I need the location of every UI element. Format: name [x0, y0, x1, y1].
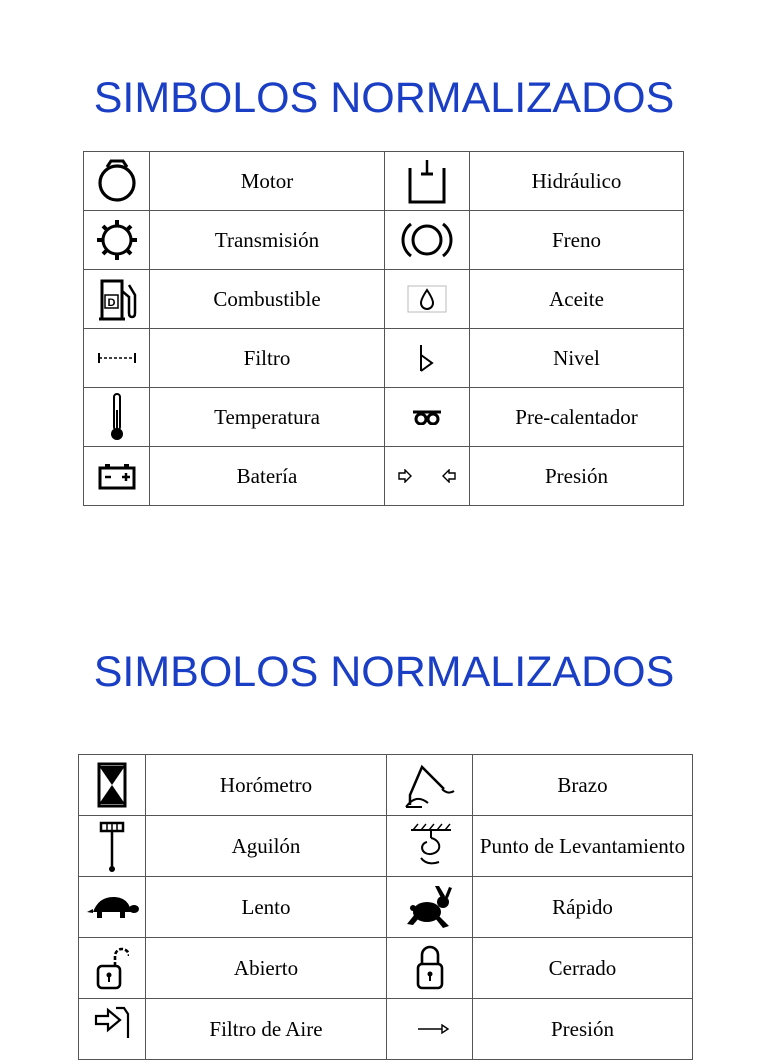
horometro-icon	[79, 755, 145, 815]
symbols-table	[83, 151, 684, 506]
combustible-icon	[84, 270, 149, 328]
table-row	[79, 999, 693, 1060]
symbol-label: Rápido	[473, 877, 693, 938]
symbol-label: Hidráulico	[470, 152, 684, 211]
symbol-label: Batería	[150, 447, 385, 506]
nivel-icon	[385, 329, 469, 387]
symbol-label: Combustible	[150, 270, 385, 329]
cerrado-icon	[387, 938, 472, 998]
transmision-icon	[84, 211, 149, 269]
symbol-label: Pre-calentador	[470, 388, 684, 447]
symbol-label: Abierto	[146, 938, 387, 999]
table-row	[84, 270, 684, 329]
hidraulico-icon	[385, 152, 469, 210]
table-row	[79, 877, 693, 938]
symbol-label: Punto de Levantamiento	[473, 816, 693, 877]
table-row	[84, 329, 684, 388]
aguilon-icon	[79, 816, 145, 876]
punto-levantamiento-icon	[387, 816, 472, 876]
symbol-label: Cerrado	[473, 938, 693, 999]
presion-icon	[387, 999, 472, 1059]
presion-icon	[385, 447, 469, 505]
table-row	[79, 938, 693, 999]
page-title: SIMBOLOS NORMALIZADOS	[93, 74, 675, 122]
motor-icon	[84, 152, 149, 210]
lento-icon	[79, 877, 145, 937]
brazo-icon	[387, 755, 472, 815]
symbol-label: Aceite	[470, 270, 684, 329]
page-title: SIMBOLOS NORMALIZADOS	[93, 648, 675, 696]
pre-calentador-icon	[385, 388, 469, 446]
filtro-icon	[84, 329, 149, 387]
symbol-label: Presión	[473, 999, 693, 1060]
symbol-label: Brazo	[473, 755, 693, 816]
symbol-label: Filtro de Aire	[146, 999, 387, 1060]
rapido-icon	[387, 877, 472, 937]
abierto-icon	[79, 938, 145, 998]
temperatura-icon	[84, 388, 149, 446]
table-row	[79, 816, 693, 877]
symbol-label: Temperatura	[150, 388, 385, 447]
table-row	[84, 388, 684, 447]
symbol-label: Horómetro	[146, 755, 387, 816]
table-row	[84, 152, 684, 211]
table-row	[84, 447, 684, 506]
symbol-label: Presión	[470, 447, 684, 506]
symbol-label: Filtro	[150, 329, 385, 388]
symbol-label: Transmisión	[150, 211, 385, 270]
symbol-label-text: Aguilón	[231, 833, 301, 858]
filtro-aire-icon	[79, 996, 145, 1062]
symbol-label: Nivel	[470, 329, 684, 388]
table-row	[84, 211, 684, 270]
aceite-icon	[385, 270, 469, 328]
symbol-label: Motor	[150, 152, 385, 211]
symbol-label: Freno	[470, 211, 684, 270]
table-row	[79, 755, 693, 816]
symbol-label	[146, 816, 387, 877]
symbols-table	[78, 754, 693, 1060]
svg-text:D: D	[107, 297, 115, 309]
bateria-icon	[84, 447, 149, 505]
symbol-label: Lento	[146, 877, 387, 938]
freno-icon	[385, 211, 469, 269]
